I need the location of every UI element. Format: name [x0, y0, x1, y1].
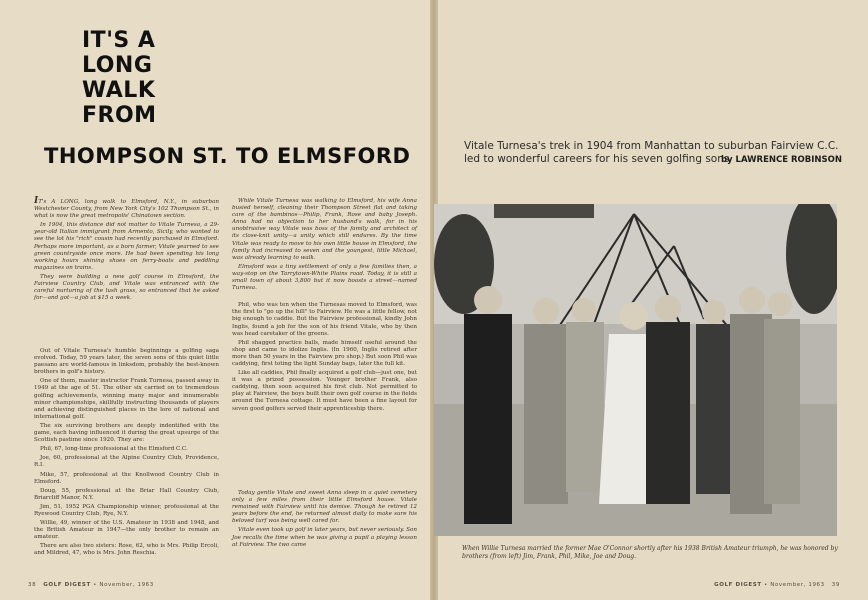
- headline-line: LONG: [82, 53, 153, 78]
- paragraph: Joe, 60, professional at the Alpine Country Club, Providence, R.I.: [34, 455, 219, 469]
- drop-cap: I: [34, 196, 39, 206]
- folio-left: 38 GOLF DIGEST • November, 1963: [28, 582, 154, 588]
- issue-date: November, 1963: [770, 582, 825, 588]
- figure-phil: [566, 298, 604, 492]
- paragraph: Doug, 55, professional at the Briar Hall Country Club, Briarcliff Manor, N.Y.: [34, 487, 219, 501]
- paragraph: Phil, 67, long-time professional at the Elmsford C.C.: [40, 446, 188, 453]
- article-byline: by LAWRENCE ROBINSON: [720, 155, 842, 165]
- paragraph: They were building a new golf course in Elmsford, the Fairview Country Club, and Vitale was entranced with the careful nurturing of the lush grass, so entranced that he asked for—and got—a job at $15 a week.: [34, 273, 219, 302]
- page-number: 39: [831, 582, 840, 588]
- magazine-name: GOLF DIGEST: [714, 582, 762, 588]
- paragraph: Phil, who was ten when the Turnesas moved to Elmsford, was the first to "go up the hill" to Fairview. He was a little fellow, not big enough to caddie. But the Fairview professional, kindly John Inglis, found a job for the son of his friend Vitale, who by then was head caretaker of the greens.: [232, 302, 417, 337]
- folio-right: GOLF DIGEST • November, 1963 39: [714, 582, 840, 588]
- figure-groom: [646, 295, 690, 504]
- paragraph: Elmsford was a tiny settlement of only a few families then, a way-stop on the Tarrytown-White Plains road. Today, it is still a small town of about 3,800 but it now boasts a street—named Turnesa.: [232, 263, 417, 292]
- column-2: [232, 198, 417, 415]
- column-1-intro: [34, 198, 219, 304]
- column-2-bottom: [232, 490, 417, 551]
- headline-line: IT'S A: [82, 28, 156, 53]
- paragraph: Phil shagged practice balls, made himself useful around the shop and came to idolize Inglis. (In 1960, Inglis retired after more than 50 years in the Fairview pro shop.) But soon Phil was caddying, first toting the light Sunday bags, later the full kit.: [232, 339, 417, 367]
- headline-line: WALK: [82, 78, 156, 103]
- paragraph: Jim, 51, 1952 PGA Championship winner, professional at the Ryewood Country Club, Rye, N.Y.: [34, 503, 219, 517]
- magazine-name: GOLF DIGEST: [43, 582, 91, 588]
- paragraph: In 1904, this distance did not matter to Vitale Turnesa, a 29-year-old Italian immigrant from Armento, Sicily, who wanted to see the lot his "rich" cousin had recently purchased in Elmsford. Perhaps more important, as a born farmer, Vitale yearned to see green countryside once more. He had been spending his long working hours shining shoes on ferry-boats and peddling magazines on trains.: [34, 222, 219, 271]
- paragraph: Willie, 49, winner of the U.S. Amateur in 1938 and 1948, and the British Amateur in 1947—the only brother to remain an amateur.: [34, 520, 219, 541]
- headline-line: FROM: [82, 103, 157, 128]
- paragraph: There are also two sisters: Rose, 62, who is Mrs. Philip Ercoli, and Mildred, 47, who is Mrs. John Reschia.: [34, 543, 219, 557]
- figure-doug: [764, 292, 800, 504]
- figure-frank: [524, 298, 568, 504]
- photo-caption: When Willie Turnesa married the former Mae O'Connor shortly after his 1938 British Amateur triumph, he was honored by brothers (from left) Jim, Frank, Phil, Mike, Joe and Doug.: [462, 545, 838, 560]
- headline-stack: [82, 28, 157, 128]
- article-dek: Vitale Turnesa's trek in 1904 from Manhattan to suburban Fairview C.C. led to wonderful careers for his seven golfing sons: [464, 140, 839, 165]
- figure-mike: [696, 300, 730, 494]
- figure-jim: [464, 286, 512, 524]
- paragraph: Like all caddies, Phil finally acquired a golf club—just one, but it was a prized possession. Younger brother Frank, also caddying, then soon acquired his first club. Not permitted to play at Fairview, the boys built their own golf course in the fields around the Turnesa cottage. It must have been a fine layout for seven good golfers served their apprenticeship there.: [232, 370, 417, 412]
- paragraph: While Vitale Turnesa was walking to Elmsford, his wife Anna busied herself, cleaning their Thompson Street flat and taking care of the bambinos—Philip, Frank, Rose and baby Joseph. Anna had no objection to her husband's walk, for in his unobtrusive way Vitale was boss of the family and architect of its close-knit unity—a unity which still endures. By the time Vitale was ready to move to his own little house in Elmsford, the family had increased to seven and the youngest, little Michael, was already learning to walk.: [232, 198, 417, 261]
- paragraph: Mike, 57, professional at the Knollwood Country Club in Elmsford.: [34, 471, 219, 485]
- paragraph: Vitale even took up golf in later years, but never seriously. Son Joe recalls the time when he was giving a pupil a playing lesson at Fairview. The two came: [232, 527, 417, 548]
- paragraph: The six surviving brothers are deeply indentified with the game, each having influenced it during the great upsurge of the Scottish pastime since 1920. They are:: [34, 422, 219, 444]
- paragraph: T's A LONG, long walk to Elmsford, N.Y., in suburban Westchester County, from New York City's 102 Thompson St., in what is now the great metropolis' Chinatown section.: [34, 199, 219, 220]
- paragraph: One of them, master instructor Frank Turnesa, passed away in 1949 at the age of 51. The other six carried on to tremendous golfing achievements, winning many major and innumerable minor championships, skillfully instructing thousands of players and achieving distinguished places in the lore of national and international golf.: [34, 378, 219, 420]
- wedding-photo-illustration: [434, 204, 837, 536]
- wedding-photo: [434, 204, 837, 536]
- paragraph: Out of Vitale Turnesa's humble beginnings a golfing saga evolved. Today, 59 years later, the seven sons of this quiet little paesano are world-famous in linksdom, probably the best-known brothers in golf's history.: [34, 348, 219, 376]
- paragraph: Today gentle Vitale and sweet Anna sleep in a quiet cemetery only a few miles from their little Elmsford house. Vitale remained with Fairview until his demise. Though he retired 12 years before the end, he returned almost daily to make sure his beloved turf was being well cared for.: [232, 490, 417, 525]
- column-1-body: [34, 348, 219, 560]
- page-number: 38: [28, 582, 37, 588]
- issue-date: November, 1963: [99, 582, 154, 588]
- headline-wide-line: THOMPSON ST. TO ELMSFORD: [44, 144, 411, 168]
